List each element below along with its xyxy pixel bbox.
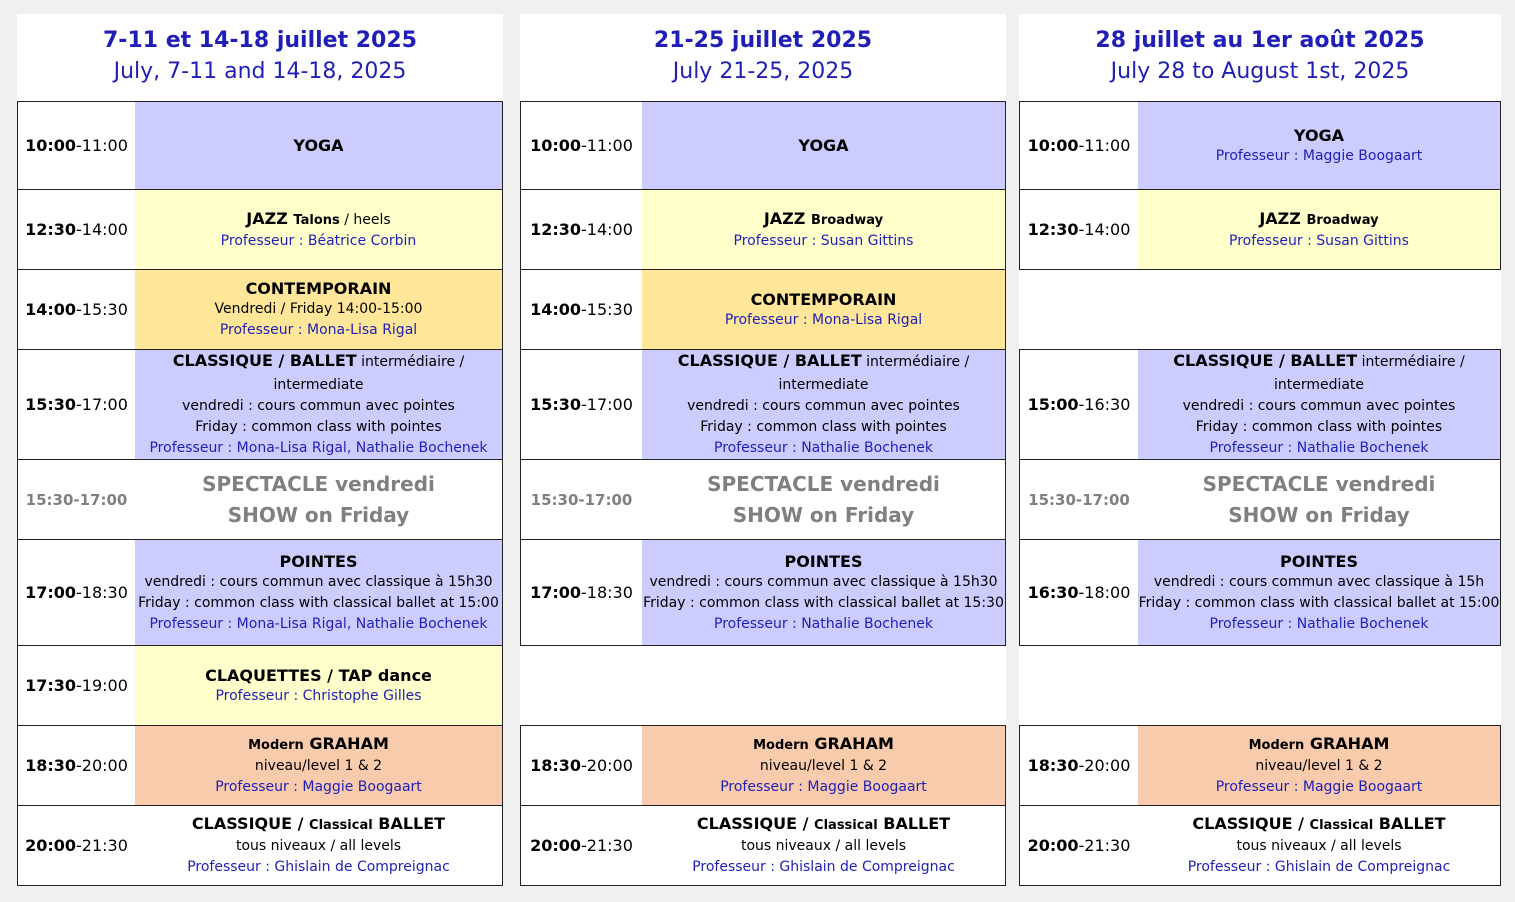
class-note: vendredi : cours commun avec classique à 15h [1153,573,1485,590]
show-en: SHOW on Friday [227,502,410,527]
class-cell [1138,539,1501,646]
class-title: POINTES [279,551,358,571]
column-header [17,14,503,101]
teacher: Professeur : Maggie Boogaart [215,779,422,795]
class-cell [135,645,503,726]
time-cell: 16:30-18:00 [1019,539,1139,646]
class-row-classical [520,805,1006,886]
teacher: Professeur : Maggie Boogaart [720,779,927,795]
class-cell [642,349,1006,460]
class-row-classical [1019,805,1501,886]
class-row-jazz [17,189,503,270]
teacher: Professeur : Ghislain de Compreignac [692,859,955,875]
class-row-graham [1019,725,1501,806]
teacher: Professeur : Christophe Gilles [215,687,422,704]
class-row-graham [17,725,503,806]
class-note: vendredi : cours commun avec pointes [687,398,960,414]
class-note: niveau/level 1 & 2 [1255,758,1383,774]
teacher: Professeur : Béatrice Corbin [220,232,417,249]
show-row [1019,459,1501,540]
class-title: POINTES [784,551,863,571]
show-fr: SPECTACLE vendredi [202,471,435,496]
time-cell: 15:30-17:00 [1019,459,1139,540]
show-en: SHOW on Friday [1228,502,1410,527]
class-cell [1138,725,1501,806]
time-cell: 18:30-20:00 [520,725,643,806]
class-title: POINTES [1279,551,1359,571]
class-note: vendredi : cours commun avec classique à 15h30 [649,573,998,590]
class-title: YOGA [293,136,344,155]
show-row [520,459,1006,540]
class-row-contemporain [17,269,503,350]
class-note: Friday : common class with pointes [195,419,442,435]
class-title: CLASSIQUE / Classical BALLET [696,814,951,833]
class-cell [642,101,1006,190]
class-cell [642,269,1006,350]
time-cell: 17:00-18:30 [17,539,136,646]
class-cell [642,725,1006,806]
class-note: Friday : common class with pointes [1195,419,1443,435]
class-cell [1138,349,1501,460]
time-cell: 20:00-21:30 [1019,805,1139,886]
time-cell: 20:00-21:30 [17,805,136,886]
class-note: vendredi : cours commun avec pointes [1182,398,1456,414]
teacher: Professeur : Susan Gittins [1229,232,1409,249]
teacher: Professeur : Maggie Boogaart [1215,779,1423,795]
class-note: Friday : common class with pointes [700,419,947,435]
class-title: JAZZ Broadway [763,208,884,228]
class-row-classical [17,805,503,886]
time-cell: 18:30-20:00 [17,725,136,806]
time-cell: 10:00-11:00 [520,101,643,190]
show-en: SHOW on Friday [732,502,915,527]
class-row-yoga [17,101,503,190]
time-cell: 12:30-14:00 [17,189,136,270]
class-row-graham [520,725,1006,806]
header-english: July 21-25, 2025 [672,59,854,84]
show-cell [642,459,1006,540]
time-cell: 18:30-20:00 [1019,725,1139,806]
time-cell: 15:00-16:30 [1019,349,1139,460]
class-title: JAZZ Talons / heels [246,208,391,228]
class-title: CLAQUETTES / TAP dance [205,665,432,685]
schedule-grid [17,101,503,886]
class-title: YOGA [1293,125,1345,145]
class-row-yoga [1019,101,1501,190]
class-title: CONTEMPORAIN [750,289,897,309]
teacher: Professeur : Mona-Lisa Rigal, Nathalie Bochenek [149,615,488,632]
class-cell [135,805,503,886]
time-cell: 12:30-14:00 [520,189,643,270]
teacher: Professeur : Mona-Lisa Rigal, Nathalie Bochenek [149,440,488,456]
class-note: niveau/level 1 & 2 [759,758,888,774]
time-cell: 17:30-19:00 [17,645,136,726]
class-title: YOGA [798,136,849,155]
teacher: Professeur : Nathalie Bochenek [714,440,933,456]
time-cell: 10:00-11:00 [1019,101,1139,190]
class-title: CONTEMPORAIN [245,279,392,298]
show-row [17,459,503,540]
teacher: Professeur : Mona-Lisa Rigal [219,322,418,338]
time-cell: 14:00-15:30 [520,269,643,350]
teacher: Professeur : Nathalie Bochenek [714,615,933,632]
teacher: Professeur : Ghislain de Compreignac [1187,859,1451,875]
class-title: Modern GRAHAM [1248,734,1390,753]
time-cell: 17:00-18:30 [520,539,643,646]
class-row-jazz [520,189,1006,270]
class-title: CLASSIQUE / Classical BALLET [1192,814,1446,833]
class-title: CLASSIQUE / BALLET intermédiaire / intermediate [677,351,970,393]
schedule-grid [520,101,1006,886]
time-cell: 14:00-15:30 [17,269,136,350]
class-row-pointes [520,539,1006,646]
teacher: Professeur : Nathalie Bochenek [1209,440,1429,456]
class-note: tous niveaux / all levels [1236,838,1402,854]
show-cell [135,459,503,540]
teacher: Professeur : Nathalie Bochenek [1209,615,1429,632]
class-row-ballet [1019,349,1501,460]
class-title: Modern GRAHAM [753,734,894,753]
schedule-column-2 [520,14,1006,886]
class-note: niveau/level 1 & 2 [254,758,383,774]
header-french: 21-25 juillet 2025 [653,28,873,53]
class-title: CLASSIQUE / BALLET intermédiaire / intermediate [1173,351,1465,393]
class-title: JAZZ Broadway [1259,208,1379,228]
time-cell: 15:30-17:00 [17,349,136,460]
class-note: Vendredi / Friday 14:00-15:00 [214,301,423,317]
header-french: 28 juillet au 1er août 2025 [1095,28,1425,53]
header-english: July 28 to August 1st, 2025 [1110,59,1410,84]
teacher: Professeur : Maggie Boogaart [1215,147,1423,164]
header-english: July, 7-11 and 14-18, 2025 [113,59,407,84]
class-note: Friday : common class with classical ballet at 15:30 [643,594,1004,611]
class-cell [642,539,1006,646]
class-cell [135,539,503,646]
class-note: vendredi : cours commun avec pointes [182,398,455,414]
class-row-pointes [17,539,503,646]
teacher: Professeur : Mona-Lisa Rigal [724,311,923,328]
show-fr: SPECTACLE vendredi [1202,471,1436,496]
column-header [1019,14,1501,101]
teacher: Professeur : Ghislain de Compreignac [187,859,450,875]
class-title: CLASSIQUE / Classical BALLET [191,814,446,833]
time-cell: 12:30-14:00 [1019,189,1139,270]
class-cell [135,101,503,190]
teacher: Professeur : Susan Gittins [733,232,914,249]
class-cell [1138,101,1501,190]
class-row-ballet [520,349,1006,460]
time-cell: 15:30-17:00 [520,349,643,460]
class-note: tous niveaux / all levels [740,838,907,854]
time-cell: 15:30-17:00 [17,459,136,540]
class-title: CLASSIQUE / BALLET intermédiaire / intermediate [172,351,465,393]
header-french: 7-11 et 14-18 juillet 2025 [103,28,417,53]
class-row-jazz [1019,189,1501,270]
class-note: vendredi : cours commun avec classique à 15h30 [144,573,493,590]
class-row-pointes [1019,539,1501,646]
show-cell [1138,459,1501,540]
show-fr: SPECTACLE vendredi [707,471,940,496]
column-header [520,14,1006,101]
class-cell [135,725,503,806]
schedule-grid [1019,101,1501,886]
class-cell [642,805,1006,886]
class-cell [642,189,1006,270]
time-cell: 20:00-21:30 [520,805,643,886]
time-cell: 15:30-17:00 [520,459,643,540]
class-note: Friday : common class with classical ballet at 15:00 [1138,594,1500,611]
class-note: Friday : common class with classical ballet at 15:00 [138,594,499,611]
class-cell [135,349,503,460]
class-cell [135,189,503,270]
time-cell: 10:00-11:00 [17,101,136,190]
class-cell [1138,805,1501,886]
class-note: tous niveaux / all levels [235,838,402,854]
class-row-contemporain [520,269,1006,350]
class-title: Modern GRAHAM [248,734,389,753]
class-cell [1138,189,1501,270]
schedule-column-1 [17,14,503,886]
class-row-ballet [17,349,503,460]
schedule-column-3 [1019,14,1501,886]
class-row-tap [17,645,503,726]
class-cell [135,269,503,350]
class-row-yoga [520,101,1006,190]
